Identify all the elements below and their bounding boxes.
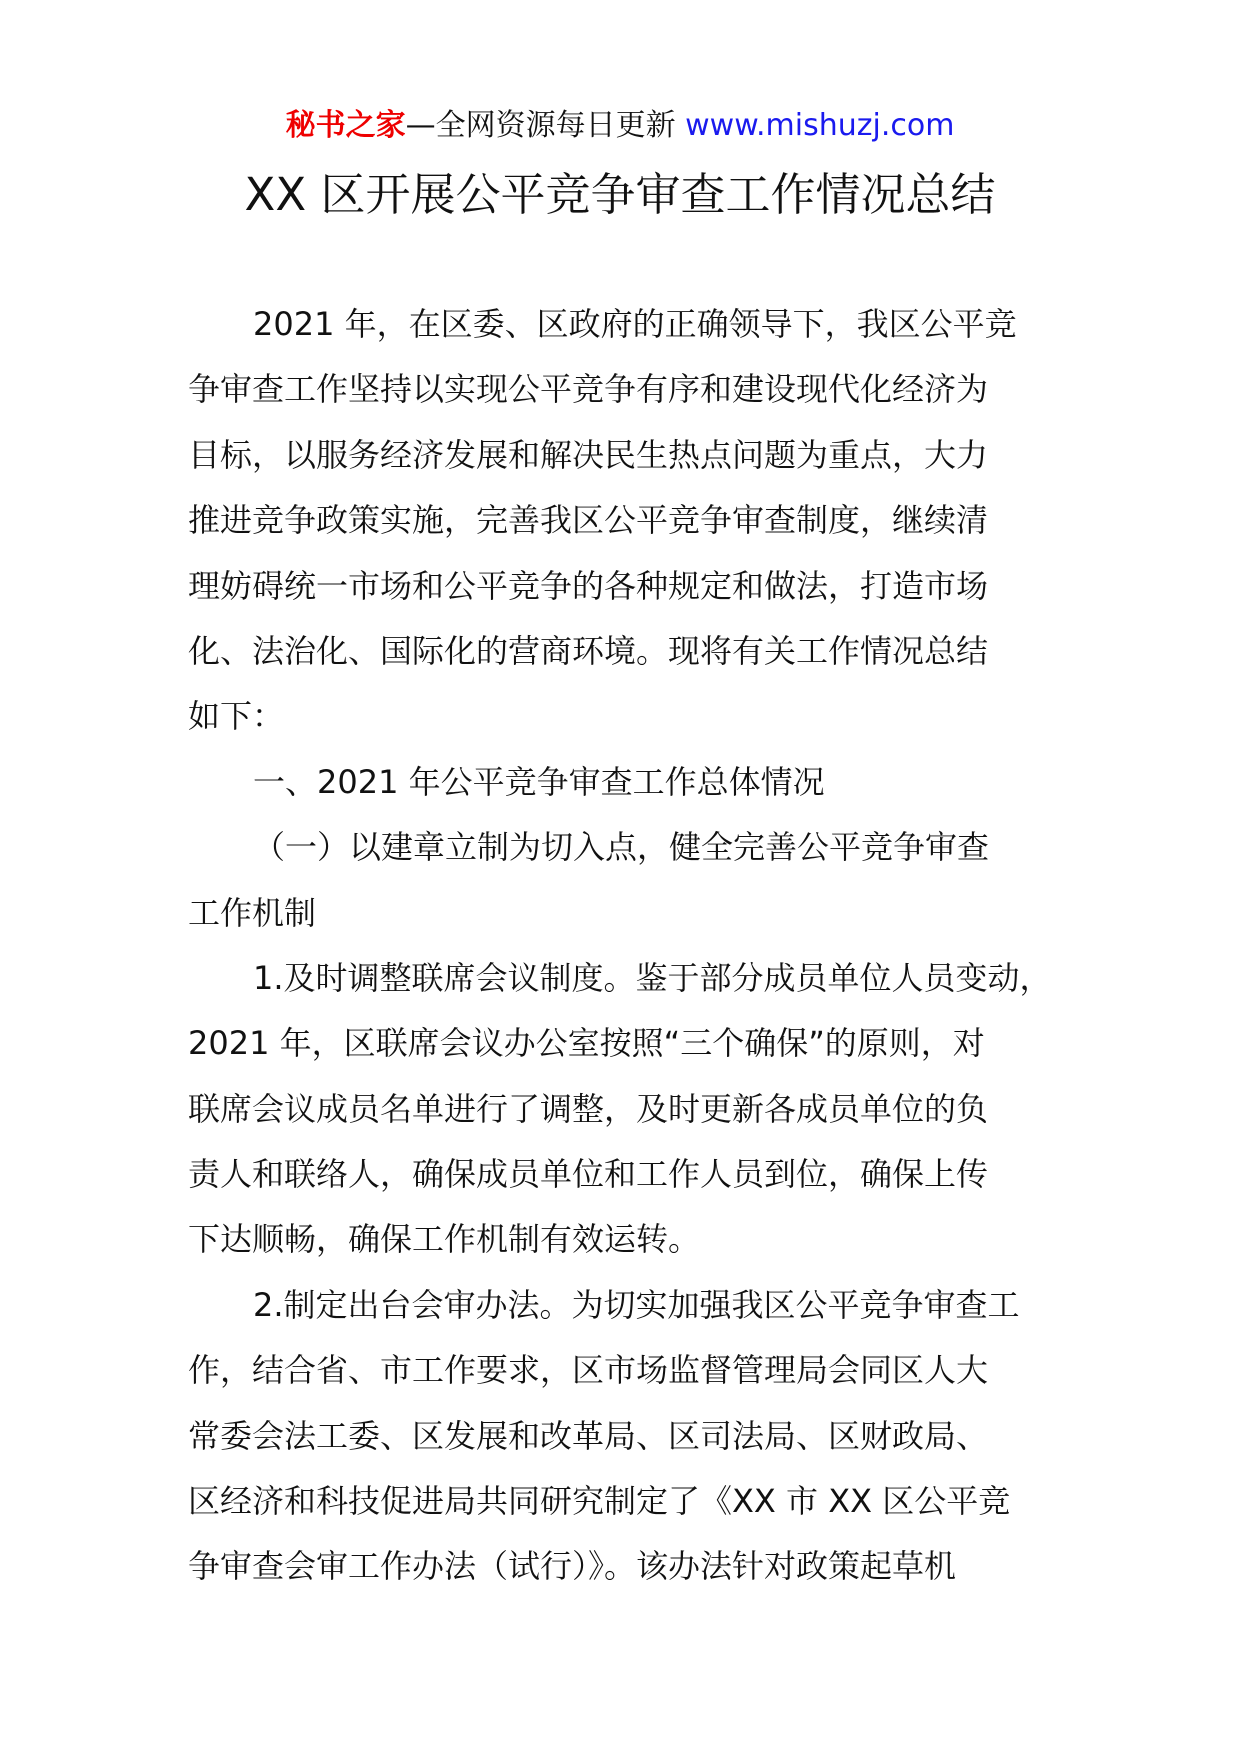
paragraph-intro <box>188 292 1088 750</box>
paragraph-line: 下达顺畅，确保工作机制有效运转。 <box>188 1220 701 1259</box>
site-url: www.mishuzj.com <box>685 108 955 143</box>
brand-name: 秘书之家 <box>285 108 406 143</box>
paragraph-line: 联席会议成员名单进行了调整，及时更新各成员单位的负 <box>188 1089 989 1128</box>
document-body <box>188 292 1088 1600</box>
section-heading-1 <box>188 750 1088 815</box>
subsection-heading-line: （一）以建章立制为切入点，健全完善公平竞争审查 <box>253 828 990 867</box>
document-title: XX 区开展公平竞争审查工作情况总结 <box>244 168 996 221</box>
section-heading-line: 一、2021 年公平竞争审查工作总体情况 <box>253 762 825 801</box>
paragraph-line: 常委会法工委、区发展和改革局、区司法局、区财政局、 <box>188 1416 989 1455</box>
paragraph-line: 作，结合省、市工作要求，区市场监督管理局会同区人大 <box>188 1351 989 1390</box>
paragraph-line: 争审查会审工作办法（试行）》。该办法针对政策起草机 <box>188 1547 957 1586</box>
paragraph-line: 理妨碍统一市场和公平竞争的各种规定和做法，打造市场 <box>188 566 989 605</box>
paragraph-line: 如下： <box>188 697 285 736</box>
paragraph-line: 目标，以服务经济发展和解决民生热点问题为重点，大力 <box>188 435 989 474</box>
header-tagline: —全网资源每日更新 <box>405 108 676 143</box>
paragraph-line: 争审查工作坚持以实现公平竞争有序和建设现代化经济为 <box>188 370 989 409</box>
subsection-heading-1 <box>188 815 1088 946</box>
paragraph-line: 化、法治化、国际化的营商环境。现将有关工作情况总结 <box>188 631 989 670</box>
paragraph-line: 推进竞争政策实施，完善我区公平竞争审查制度，继续清 <box>188 501 989 540</box>
paragraph-line: 1.及时调整联席会议制度。鉴于部分成员单位人员变动， <box>253 958 1052 997</box>
paragraph-line: 区经济和科技促进局共同研究制定了《XX 市 XX 区公平竞 <box>188 1482 1011 1521</box>
paragraph-line: 2021 年，区联席会议办公室按照“三个确保”的原则，对 <box>188 1024 985 1063</box>
subsection-heading-line: 工作机制 <box>188 893 317 932</box>
paragraph-item-1 <box>188 946 1088 1273</box>
paragraph-line: 2.制定出台会审办法。为切实加强我区公平竞争审查工 <box>253 1285 1020 1324</box>
watermark-header <box>0 104 1240 148</box>
paragraph-line: 2021 年，在区委、区政府的正确领导下，我区公平竞 <box>253 305 1017 343</box>
paragraph-line: 责人和联络人，确保成员单位和工作人员到位，确保上传 <box>188 1155 989 1194</box>
paragraph-item-2 <box>188 1273 1088 1600</box>
